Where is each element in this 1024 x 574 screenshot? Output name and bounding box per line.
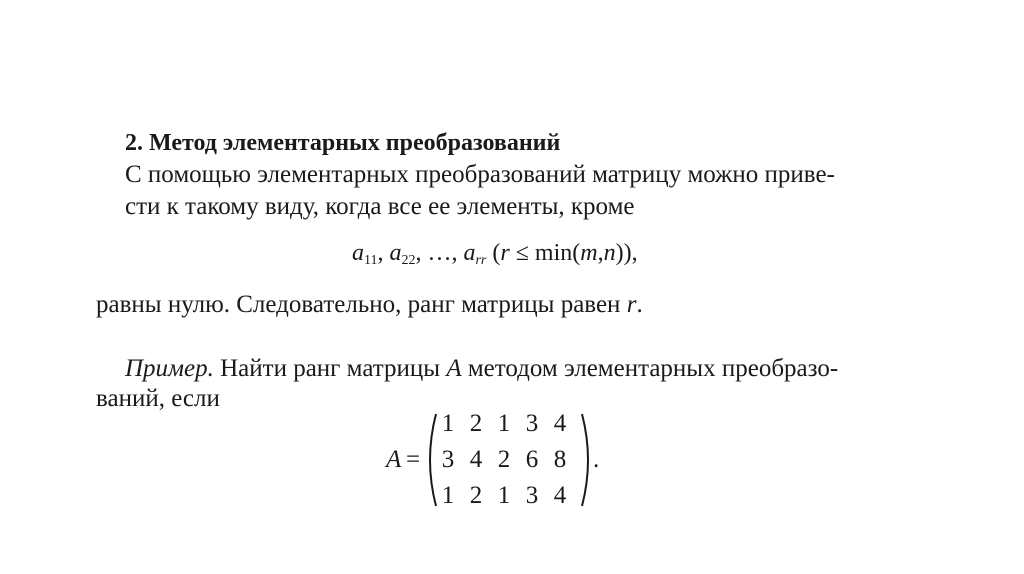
matrix-cell-r3-c5: 4 <box>553 482 567 509</box>
matrix-cell-r3-c1: 1 <box>441 482 455 509</box>
matrix-cell-r3-c2: 2 <box>469 482 483 509</box>
formula-open: ( <box>486 240 501 266</box>
matrix-cell-r2-c1: 3 <box>441 446 455 473</box>
formula-r: r <box>500 240 510 266</box>
matrix-period: . <box>593 446 600 473</box>
paragraph2-end: . <box>636 291 643 318</box>
formula-le-min: ≤ min( <box>509 240 581 266</box>
formula-m: m <box>580 240 598 266</box>
matrix-cell-r1-c2: 2 <box>469 410 483 437</box>
formula-close: )), <box>615 240 638 266</box>
matrix-cell-r1-c5: 4 <box>553 410 567 437</box>
matrix-a <box>386 410 626 510</box>
matrix-cell-r1-c4: 3 <box>525 410 539 437</box>
matrix-cell-r3-c3: 1 <box>497 482 511 509</box>
paragraph-line-2: сти к такому виду, когда все ее элементы, кроме <box>125 193 635 220</box>
matrix-cell-r2-c4: 6 <box>525 446 539 473</box>
matrix-cell-r1-c1: 1 <box>441 410 455 437</box>
formula-ellipsis: , …, <box>415 240 464 266</box>
matrix-label: A <box>386 446 402 473</box>
paragraph-line-1: С помощью элементарных преобразований матрицу можно приве- <box>125 161 835 188</box>
formula-a2: a <box>389 240 402 266</box>
matrix-cell-r2-c5: 8 <box>553 446 567 473</box>
formula-n: n <box>603 240 616 266</box>
matrix-cell-r2-c2: 4 <box>469 446 483 473</box>
example-line-1 <box>125 354 838 384</box>
matrix-equals: = <box>406 446 421 473</box>
right-paren <box>582 414 588 506</box>
matrix-cell-r1-c3: 1 <box>497 410 511 437</box>
formula-comma-mn: , <box>597 240 604 266</box>
section-heading: 2. Метод элементарных преобразований <box>125 130 561 156</box>
formula-sub-22: 22 <box>401 253 416 268</box>
formula-sub-11: 11 <box>364 253 378 268</box>
paragraph2-line <box>96 290 643 320</box>
matrix-cell-r3-c4: 3 <box>525 482 539 509</box>
diagonal-elements-formula <box>352 240 638 269</box>
formula-a1: a <box>352 240 364 266</box>
paragraph2-text: равны нулю. Следовательно, ранг матрицы равен <box>96 291 627 318</box>
example-matrix-name: A <box>446 355 462 382</box>
example-label: Пример. <box>125 355 214 382</box>
example-line-2: ваний, если <box>96 385 220 412</box>
paragraph2-r: r <box>626 291 637 318</box>
formula-a3: a <box>463 240 476 266</box>
formula-comma-1: , <box>377 240 390 266</box>
matrix-cell-r2-c3: 2 <box>497 446 511 473</box>
example-text-2: методом элементарных преобразо- <box>461 355 839 382</box>
left-paren <box>430 414 436 506</box>
formula-sub-rr: rr <box>475 253 487 268</box>
example-text-1: Найти ранг матрицы <box>213 355 447 382</box>
